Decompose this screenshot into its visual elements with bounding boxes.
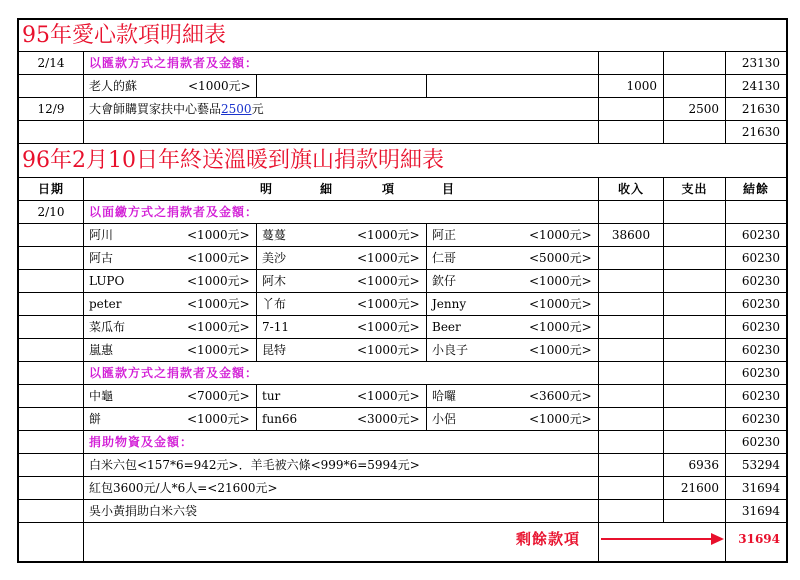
remit-label: 以匯款方式之捐款者及金額： — [84, 362, 599, 384]
balance-cell: 23130 — [741, 56, 780, 70]
donor-cell — [257, 385, 427, 407]
donor-name: 阿正 — [432, 228, 457, 242]
income-cell: 38600 — [599, 224, 664, 246]
donor-name: 阿木 — [262, 274, 287, 288]
donor-amount: <1000元> — [187, 343, 250, 357]
donor-name: 欽仔 — [432, 274, 457, 288]
remit-label: 以匯款方式之捐款者及金額： — [84, 52, 599, 74]
expense-cell — [664, 316, 726, 338]
donor-cell — [84, 75, 257, 97]
income-cell — [599, 339, 664, 361]
donor-name: fun66 — [262, 412, 298, 426]
expense-cell — [664, 224, 726, 246]
donor-row — [19, 316, 786, 339]
header-balance: 結餘 — [742, 182, 769, 196]
expense-cell — [664, 52, 726, 74]
donor-name: 阿川 — [89, 228, 114, 242]
goods-row — [19, 477, 786, 500]
income-cell — [599, 98, 664, 120]
expense-cell: 6936 — [664, 454, 726, 476]
remaining-label: 剩餘款項 — [516, 530, 581, 548]
income-cell — [599, 270, 664, 292]
donor-amount: <3600元> — [529, 389, 592, 403]
donor-name: peter — [89, 297, 122, 311]
donor-name: 7-11 — [262, 320, 289, 334]
balance-cell: 31694 — [741, 504, 780, 518]
date-cell — [19, 454, 84, 476]
donor-cell — [257, 408, 427, 430]
header-date: 日期 — [19, 178, 84, 200]
s2-remaining-row — [19, 523, 786, 563]
donor-name: Jenny — [432, 297, 467, 311]
donor-amount: <1000元> — [357, 274, 420, 288]
donor-name: 哈囉 — [432, 389, 457, 403]
date-cell — [19, 408, 84, 430]
date-cell — [19, 500, 84, 522]
donor-cell — [84, 247, 257, 269]
donor-cell — [257, 247, 427, 269]
income-cell — [599, 52, 664, 74]
donor-row — [19, 408, 786, 431]
donor-name: 嵐惠 — [89, 343, 114, 357]
purchase-amount-link[interactable]: 2500 — [221, 102, 252, 116]
balance-cell: 60230 — [741, 389, 780, 403]
donor-name: 蔓蔓 — [262, 228, 287, 242]
donor-amount: <1000元> — [357, 343, 420, 357]
donor-name: 美沙 — [262, 251, 287, 265]
balance-cell: 53294 — [741, 458, 780, 472]
date-cell — [19, 477, 84, 499]
expense-cell — [664, 270, 726, 292]
donor-amount: <1000元> — [357, 228, 420, 242]
donor-amount: <1000元> — [529, 320, 592, 334]
donor-cell — [427, 293, 599, 315]
balance-cell: 60230 — [741, 343, 780, 357]
donor-name: 餅 — [89, 412, 102, 426]
donor-cell — [84, 270, 257, 292]
remaining-balance: 31694 — [738, 532, 780, 546]
donor-cell — [427, 408, 599, 430]
date-cell: 2/14 — [19, 52, 84, 74]
cash-label: 以面繳方式之捐款者及金額： — [84, 201, 599, 223]
expense-cell — [664, 75, 726, 97]
donor-amount: <1000元> — [529, 412, 592, 426]
header-item-2: 細 — [320, 182, 334, 196]
donor-amount: <1000元> — [529, 228, 592, 242]
balance-cell: 60230 — [741, 297, 780, 311]
expense-cell — [664, 385, 726, 407]
donor-cell — [257, 224, 427, 246]
s2-header-row — [19, 178, 786, 201]
balance-cell: 60230 — [741, 320, 780, 334]
header-item-1: 明 — [260, 182, 274, 196]
expense-cell: 2500 — [664, 98, 726, 120]
section1-title: 95年愛心款項明細表 — [19, 20, 786, 52]
donor-name: 丫布 — [262, 297, 287, 311]
donor-amount: <1000元> — [187, 297, 250, 311]
date-cell — [19, 316, 84, 338]
date-cell — [19, 270, 84, 292]
header-item-4: 目 — [442, 182, 456, 196]
donor-amount: <1000元> — [188, 79, 251, 93]
income-cell — [599, 293, 664, 315]
goods-desc: 紅包3600元/人*6人=<21600元> — [84, 477, 599, 499]
donor-cell — [84, 293, 257, 315]
income-cell — [599, 500, 664, 522]
purchase-text: 大會師購買家扶中心藝品 — [89, 102, 222, 116]
donor-name: 中龜 — [89, 389, 114, 403]
goods-row — [19, 454, 786, 477]
balance-cell: 60230 — [741, 412, 780, 426]
donor-amount: <1000元> — [529, 274, 592, 288]
date-cell — [19, 224, 84, 246]
goods-desc: 吳小黃捐助白米六袋 — [84, 500, 599, 522]
expense-cell — [664, 339, 726, 361]
header-expense: 支出 — [664, 178, 726, 200]
donor-name: 昆特 — [262, 343, 287, 357]
donor-amount: <7000元> — [187, 389, 250, 403]
income-cell — [599, 408, 664, 430]
donor-name: LUPO — [89, 274, 125, 288]
balance-cell: 21630 — [741, 125, 780, 139]
donor-row — [19, 293, 786, 316]
donor-cell — [84, 224, 257, 246]
balance-cell: 60230 — [741, 274, 780, 288]
donor-amount: <1000元> — [357, 389, 420, 403]
donor-cell — [427, 247, 599, 269]
header-item-3: 項 — [382, 182, 396, 196]
donor-cell — [257, 339, 427, 361]
donor-amount: <5000元> — [529, 251, 592, 265]
purchase-desc — [84, 98, 599, 120]
balance-cell: 21630 — [741, 102, 780, 116]
donor-amount: <1000元> — [357, 320, 420, 334]
donor-amount: <1000元> — [529, 297, 592, 311]
goods-desc: 白米六包<157*6=942元>．羊毛被六條<999*6=5994元> — [84, 454, 599, 476]
donor-cell — [427, 270, 599, 292]
s2-goods-label-row — [19, 431, 786, 454]
s1-row-4 — [19, 121, 786, 144]
header-income: 收入 — [599, 178, 664, 200]
donor-cell — [84, 339, 257, 361]
date-cell: 2/10 — [19, 201, 84, 223]
balance-cell: 60230 — [741, 228, 780, 242]
donor-amount: <3000元> — [357, 412, 420, 426]
donor-name: 老人的蘇 — [89, 79, 138, 93]
s1-row-2 — [19, 75, 786, 98]
donor-cell — [84, 408, 257, 430]
expense-cell: 21600 — [664, 477, 726, 499]
date-cell — [19, 339, 84, 361]
balance-cell: 60230 — [741, 435, 780, 449]
donor-name: 小良子 — [432, 343, 469, 357]
balance-cell: 60230 — [741, 251, 780, 265]
purchase-unit: 元 — [251, 102, 264, 116]
expense-cell — [664, 247, 726, 269]
expense-cell — [664, 500, 726, 522]
donor-row — [19, 385, 786, 408]
donor-name: 小侶 — [432, 412, 457, 426]
income-cell — [599, 316, 664, 338]
donor-row — [19, 270, 786, 293]
donor-cell — [84, 385, 257, 407]
donor-name: 仁哥 — [432, 251, 457, 265]
date-cell — [19, 385, 84, 407]
donor-amount: <1000元> — [187, 274, 250, 288]
donor-amount: <1000元> — [187, 228, 250, 242]
donor-cell — [427, 385, 599, 407]
income-cell — [599, 477, 664, 499]
donor-name: 阿古 — [89, 251, 114, 265]
donor-amount: <1000元> — [187, 251, 250, 265]
expense-cell — [664, 408, 726, 430]
donor-name: 菜瓜布 — [89, 320, 126, 334]
income-cell — [599, 454, 664, 476]
donor-cell — [427, 224, 599, 246]
balance-cell: 31694 — [741, 481, 780, 495]
donor-amount: <1000元> — [357, 251, 420, 265]
donor-amount: <1000元> — [187, 412, 250, 426]
s2-remit-label-row — [19, 362, 786, 385]
right-arrow-icon — [599, 523, 726, 563]
section2-title: 96年2月10日年終送溫暖到旗山捐款明細表 — [19, 144, 786, 178]
donor-cell — [427, 316, 599, 338]
donor-amount: <1000元> — [187, 320, 250, 334]
donor-cell — [257, 293, 427, 315]
donor-amount: <1000元> — [357, 297, 420, 311]
header-item — [84, 178, 599, 200]
goods-label: 捐助物資及金額： — [84, 431, 599, 453]
income-cell — [599, 247, 664, 269]
date-cell: 12/9 — [19, 98, 84, 120]
donor-cell — [257, 316, 427, 338]
goods-row — [19, 500, 786, 523]
expense-cell — [664, 293, 726, 315]
s1-row-1 — [19, 52, 786, 75]
income-cell — [599, 385, 664, 407]
donor-row — [19, 224, 786, 247]
date-cell — [19, 293, 84, 315]
donor-name: tur — [262, 389, 281, 403]
donor-row — [19, 247, 786, 270]
donor-name: Beer — [432, 320, 461, 334]
arrow-cell — [599, 523, 726, 563]
donation-sheet — [17, 18, 788, 563]
balance-cell: 60230 — [741, 366, 780, 380]
donor-cell — [257, 270, 427, 292]
donor-cell — [427, 339, 599, 361]
date-cell — [19, 247, 84, 269]
donor-row — [19, 339, 786, 362]
balance-cell: 24130 — [741, 79, 780, 93]
income-cell: 1000 — [599, 75, 664, 97]
s2-cash-label-row — [19, 201, 786, 224]
s1-row-3 — [19, 98, 786, 121]
donor-amount: <1000元> — [529, 343, 592, 357]
donor-cell — [84, 316, 257, 338]
